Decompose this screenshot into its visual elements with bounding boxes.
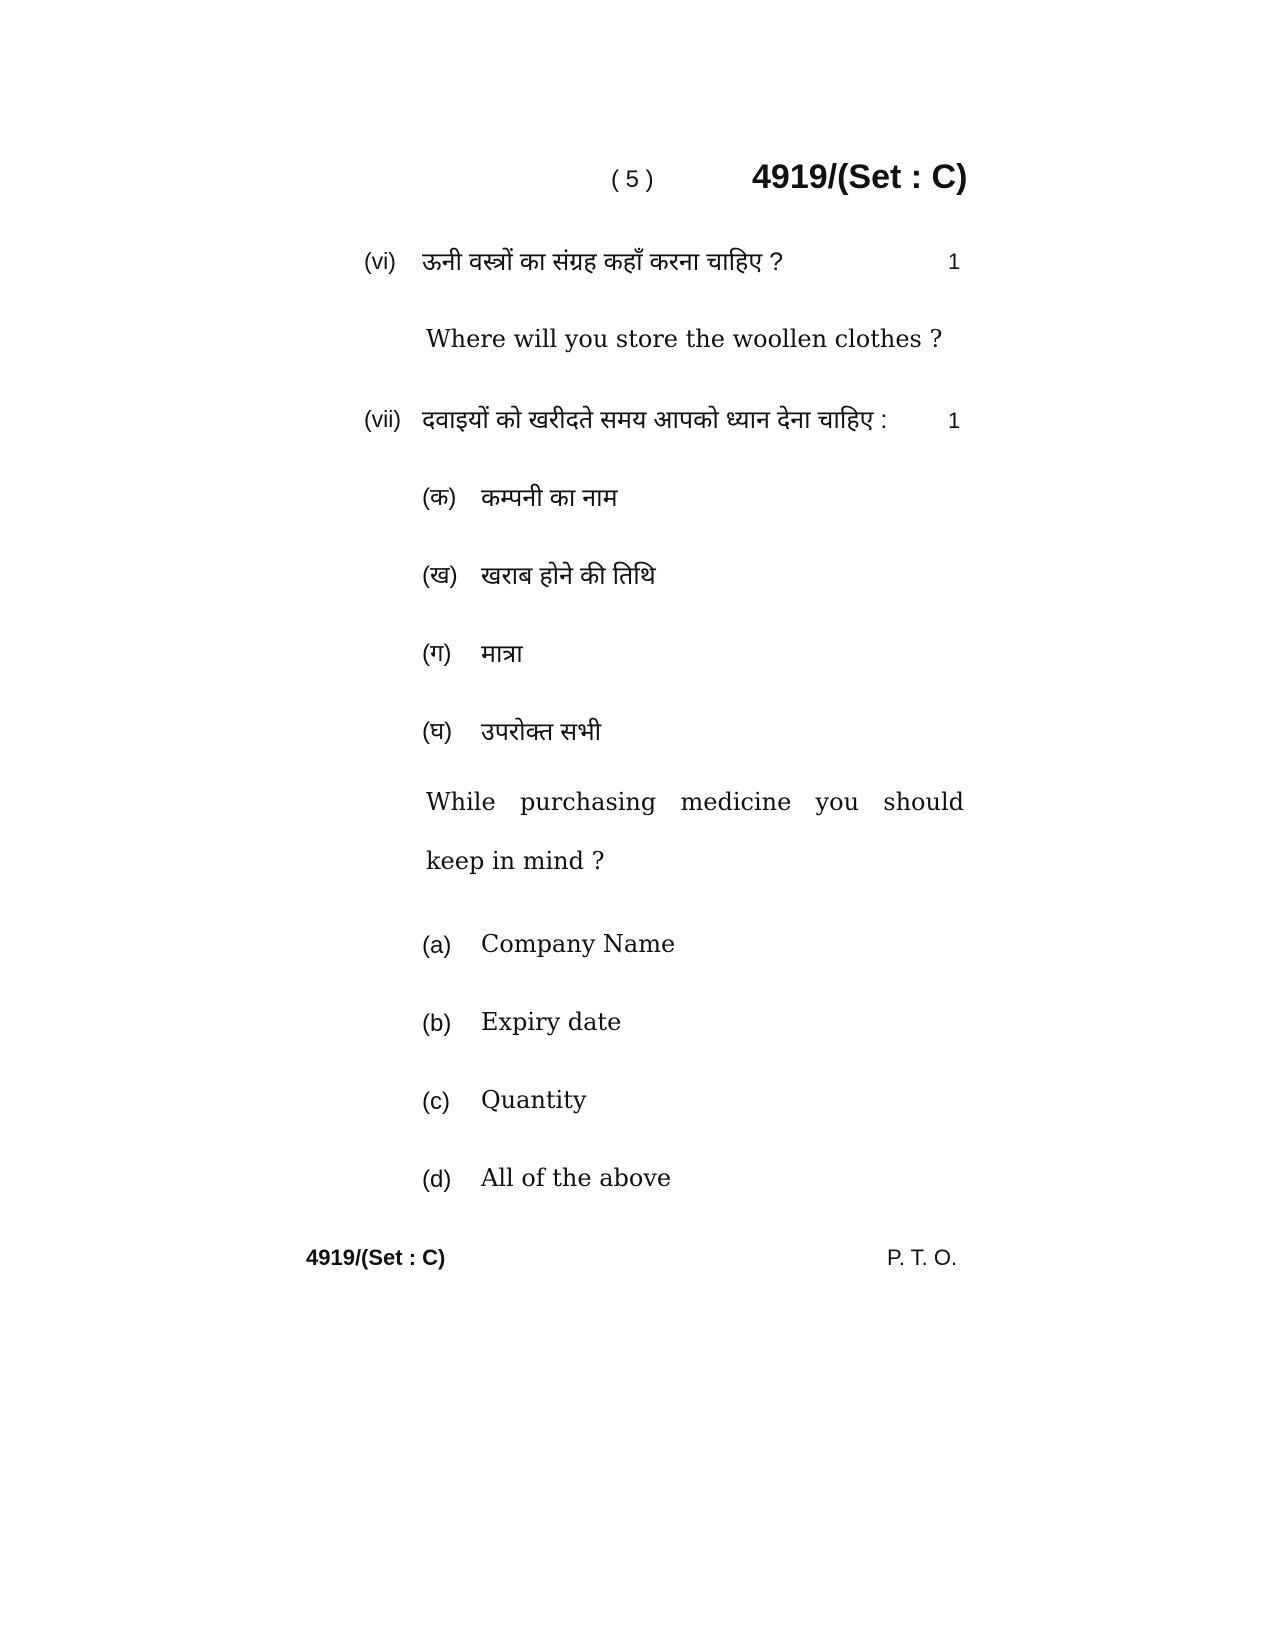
- hindi-option-label: (ग): [422, 640, 452, 667]
- set-code-footer: 4919/(Set : C): [306, 1245, 446, 1270]
- hindi-option-text: कम्पनी का नाम: [481, 484, 618, 512]
- hindi-option-label: (घ): [422, 718, 453, 745]
- page-number: ( 5 ): [611, 166, 654, 193]
- question-vi-hindi: ऊनी वस्त्रों का संग्रह कहाँ करना चाहिए ?: [422, 248, 784, 276]
- question-label-vi: (vi): [364, 248, 396, 274]
- question-vi-english: Where will you store the woollen clothes ?: [426, 325, 943, 353]
- english-option-text: Expiry date: [481, 1008, 622, 1036]
- question-vi-marks: 1: [948, 249, 961, 274]
- pto-label: P. T. O.: [887, 1245, 958, 1270]
- english-option-text: All of the above: [481, 1164, 672, 1192]
- hindi-option-text: मात्रा: [481, 640, 523, 668]
- set-code-header: 4919/(Set : C): [752, 158, 968, 196]
- hindi-option-text: खराब होने की तिथि: [481, 562, 656, 590]
- question-label-vii: (vii): [364, 406, 402, 432]
- english-option-label: (c): [422, 1088, 450, 1115]
- question-vii-english-line1: While purchasing medicine you should: [426, 788, 964, 816]
- english-option-text: Company Name: [481, 930, 676, 958]
- hindi-option-label: (ख): [422, 562, 458, 589]
- hindi-option-text: उपरोक्त सभी: [481, 718, 602, 746]
- question-vii-hindi: दवाइयों को खरीदते समय आपको ध्यान देना चाहिए :: [422, 406, 888, 434]
- question-vii-english: [426, 773, 964, 891]
- english-option-text: Quantity: [481, 1086, 587, 1114]
- hindi-option-label: (क): [422, 484, 457, 511]
- english-option-label: (d): [422, 1166, 452, 1193]
- question-vii-english-line2: keep in mind ?: [426, 847, 605, 875]
- english-option-label: (a): [422, 932, 452, 959]
- question-vii-marks: 1: [948, 408, 961, 433]
- english-option-label: (b): [422, 1010, 452, 1037]
